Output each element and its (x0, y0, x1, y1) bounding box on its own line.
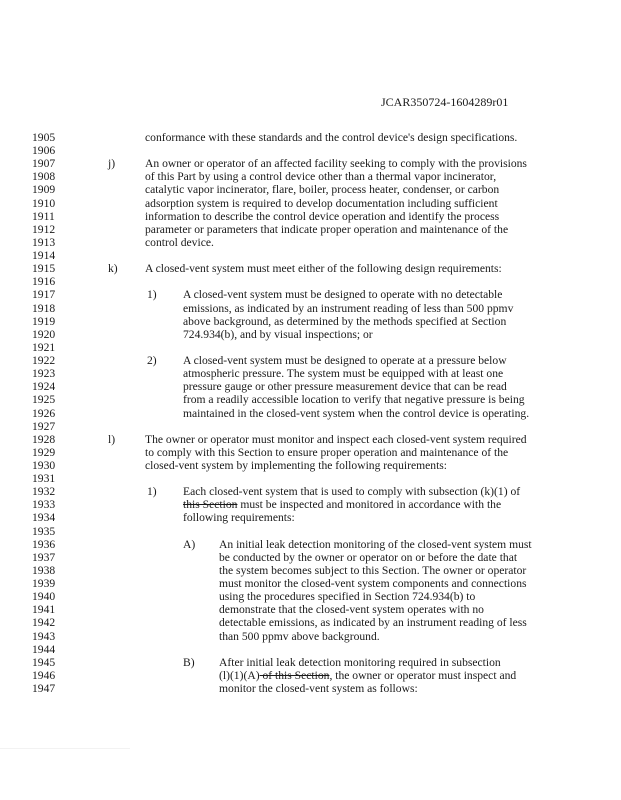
text-segment: A closed-vent system must meet either of the following design requirements: (145, 262, 502, 276)
line-text (183, 498, 501, 511)
item-label: 1) (147, 485, 157, 499)
line-text (183, 354, 507, 367)
document-line (0, 551, 621, 564)
line-number: 1943 (32, 629, 56, 643)
document-line (0, 157, 621, 170)
text-segment: monitor the closed-vent system as follows: (219, 682, 418, 696)
document-line (0, 367, 621, 380)
line-text (219, 669, 516, 682)
document-line (0, 538, 621, 551)
line-number: 1935 (32, 524, 56, 538)
text-segment: demonstrate that the closed-vent system operates with no (219, 603, 484, 617)
item-label: A) (183, 537, 196, 551)
document-line (0, 393, 621, 406)
text-segment: be conducted by the owner or operator on or before the date that (219, 550, 518, 564)
line-number: 1930 (32, 459, 56, 472)
line-text (145, 223, 508, 236)
document-line (0, 380, 621, 393)
line-text (145, 183, 499, 196)
line-text (219, 590, 475, 603)
line-number: 1908 (32, 170, 56, 184)
line-text (219, 630, 380, 643)
document-line (0, 288, 621, 301)
line-text (183, 407, 529, 420)
line-text (183, 367, 503, 380)
line-number: 1914 (32, 249, 56, 263)
line-number: 1923 (32, 367, 56, 381)
item-label: j) (108, 157, 116, 171)
text-segment: must monitor the closed-vent system components and connections (219, 577, 527, 591)
line-text (145, 262, 502, 275)
line-text (183, 485, 520, 498)
line-number: 1928 (32, 432, 56, 446)
line-number: 1934 (32, 511, 56, 525)
line-number: 1926 (32, 406, 56, 420)
line-text (219, 538, 532, 551)
line-number: 1933 (32, 498, 56, 512)
item-label: l) (108, 432, 116, 446)
item-label: 2) (147, 354, 157, 368)
line-text (219, 603, 484, 616)
line-text (219, 682, 418, 695)
document-line (0, 525, 621, 538)
line-text (219, 564, 526, 577)
line-number: 1932 (32, 485, 56, 499)
line-number: 1919 (32, 314, 56, 328)
text-segment: parameter or parameters that indicate proper operation and maintenance of the (145, 222, 509, 236)
document-line (0, 407, 621, 420)
line-text (183, 380, 507, 393)
text-segment: conformance with these standards and the control device's design specifications. (145, 131, 518, 144)
document-line (0, 328, 621, 341)
text-segment: , the owner or operator must inspect and (329, 668, 517, 682)
line-text (219, 616, 527, 629)
document-line (0, 459, 621, 472)
text-segment: of this Part by using a control device other than a thermal vapor incinerator, (145, 170, 497, 184)
line-number: 1918 (32, 301, 56, 315)
line-number: 1913 (32, 235, 56, 249)
document-line (0, 144, 621, 157)
text-segment: atmospheric pressure. The system must be equipped with at least one (183, 367, 504, 381)
document-line (0, 170, 621, 183)
text-segment: the system becomes subject to this Section. The owner or operator (219, 563, 527, 577)
text-segment: After initial leak detection monitoring required in subsection (219, 655, 501, 669)
text-segment: catalytic vapor incinerator, flare, boiler, process heater, condenser, or carbon (145, 183, 500, 197)
document-line (0, 341, 621, 354)
line-text (145, 433, 527, 446)
document-line (0, 590, 621, 603)
document-line (0, 682, 621, 695)
line-number: 1920 (32, 327, 56, 341)
line-number: 1942 (32, 616, 56, 630)
document-line (0, 354, 621, 367)
document-line (0, 433, 621, 446)
line-number: 1931 (32, 472, 56, 486)
line-text (145, 446, 508, 459)
line-number: 1936 (32, 537, 56, 551)
line-text (145, 459, 447, 472)
line-text (145, 210, 499, 223)
line-number: 1922 (32, 354, 56, 368)
document-line (0, 249, 621, 262)
line-number: 1916 (32, 275, 56, 289)
document-line (0, 498, 621, 511)
document-line (0, 197, 621, 210)
line-text (183, 511, 295, 524)
document-line (0, 302, 621, 315)
line-number: 1917 (32, 288, 56, 302)
document-line (0, 131, 621, 144)
text-segment: control device. (145, 235, 214, 249)
text-segment: A closed-vent system must be designed to operate at a pressure below (183, 354, 507, 368)
line-number: 1927 (32, 419, 56, 433)
line-number: 1941 (32, 603, 56, 617)
footer-divider (0, 748, 130, 749)
line-number: 1905 (32, 131, 56, 144)
document-line (0, 236, 621, 249)
text-segment: An initial leak detection monitoring of the closed-vent system must (219, 537, 532, 551)
document-line (0, 630, 621, 643)
text-segment: emissions, as indicated by an instrument reading of less than 500 ppmv (183, 301, 514, 315)
document-line (0, 577, 621, 590)
text-segment: The owner or operator must monitor and inspect each closed-vent system required (145, 432, 527, 446)
line-number: 1937 (32, 550, 56, 564)
line-number: 1939 (32, 577, 56, 591)
line-text (183, 315, 506, 328)
text-segment: maintained in the closed-vent system when the control device is operating. (183, 406, 530, 420)
document-line (0, 472, 621, 485)
text-segment: A closed-vent system must be designed to operate with no detectable (183, 288, 503, 302)
line-number: 1929 (32, 445, 56, 459)
text-segment: Each closed-vent system that is used to comply with subsection (k)(1) of (183, 485, 521, 499)
text-segment: above background, as determined by the methods specified at Section (183, 314, 507, 328)
line-number: 1921 (32, 340, 56, 354)
line-text (219, 551, 517, 564)
line-text (145, 157, 527, 170)
line-text (145, 197, 498, 210)
line-number: 1947 (32, 682, 56, 696)
document-id-header: JCAR350724-1604289r01 (381, 95, 509, 109)
text-segment: must be inspected and monitored in accordance with the (237, 498, 502, 512)
line-number: 1924 (32, 380, 56, 394)
line-text (145, 170, 496, 183)
document-line (0, 183, 621, 196)
document-line (0, 315, 621, 328)
line-text (183, 288, 502, 301)
document-line (0, 643, 621, 656)
document-line (0, 223, 621, 236)
document-line (0, 446, 621, 459)
struck-text: of this Section (259, 668, 330, 682)
line-text (145, 131, 517, 144)
document-line (0, 511, 621, 524)
line-number: 1906 (32, 144, 56, 158)
line-number: 1910 (32, 196, 56, 210)
text-segment: An owner or operator of an affected facility seeking to comply with the provisions (145, 157, 527, 171)
text-segment: (l)(1)(A) (219, 668, 260, 682)
item-label: k) (108, 262, 118, 276)
document-line (0, 262, 621, 275)
line-number: 1944 (32, 642, 56, 656)
document-line (0, 210, 621, 223)
document-line (0, 275, 621, 288)
line-text (183, 393, 525, 406)
text-segment: adsorption system is required to develop documentation including sufficient (145, 196, 498, 210)
line-text (219, 577, 527, 590)
text-segment: closed-vent system by implementing the following requirements: (145, 459, 448, 472)
text-segment: from a readily accessible location to verify that negative pressure is being (183, 393, 525, 407)
line-number: 1945 (32, 655, 56, 669)
text-segment: information to describe the control device operation and identify the process (145, 209, 500, 223)
text-segment: detectable emissions, as indicated by an instrument reading of less (219, 616, 527, 630)
text-segment: than 500 ppmv above background. (219, 629, 380, 643)
document-line (0, 616, 621, 629)
line-number: 1907 (32, 157, 56, 171)
line-text (145, 236, 214, 249)
line-text (183, 328, 373, 341)
document-line (0, 656, 621, 669)
line-number: 1912 (32, 222, 56, 236)
line-number: 1909 (32, 183, 56, 197)
line-number: 1938 (32, 563, 56, 577)
item-label: B) (183, 655, 195, 669)
text-segment: to comply with this Section to ensure proper operation and maintenance of the (145, 445, 509, 459)
line-number: 1915 (32, 262, 56, 276)
document-line (0, 420, 621, 433)
line-text (219, 656, 501, 669)
line-number: 1946 (32, 668, 56, 682)
document-line (0, 564, 621, 577)
document-line (0, 603, 621, 616)
text-segment: 724.934(b), and by visual inspections; or (183, 327, 373, 341)
struck-text: this Section (183, 498, 238, 512)
item-label: 1) (147, 288, 157, 302)
document-line (0, 669, 621, 682)
line-text (183, 302, 513, 315)
text-segment: using the procedures specified in Section 724.934(b) to (219, 590, 476, 604)
text-segment: pressure gauge or other pressure measurement device that can be read (183, 380, 507, 394)
line-number: 1940 (32, 590, 56, 604)
text-segment: following requirements: (183, 511, 295, 525)
line-number: 1911 (32, 209, 55, 223)
line-number: 1925 (32, 393, 56, 407)
document-line (0, 485, 621, 498)
